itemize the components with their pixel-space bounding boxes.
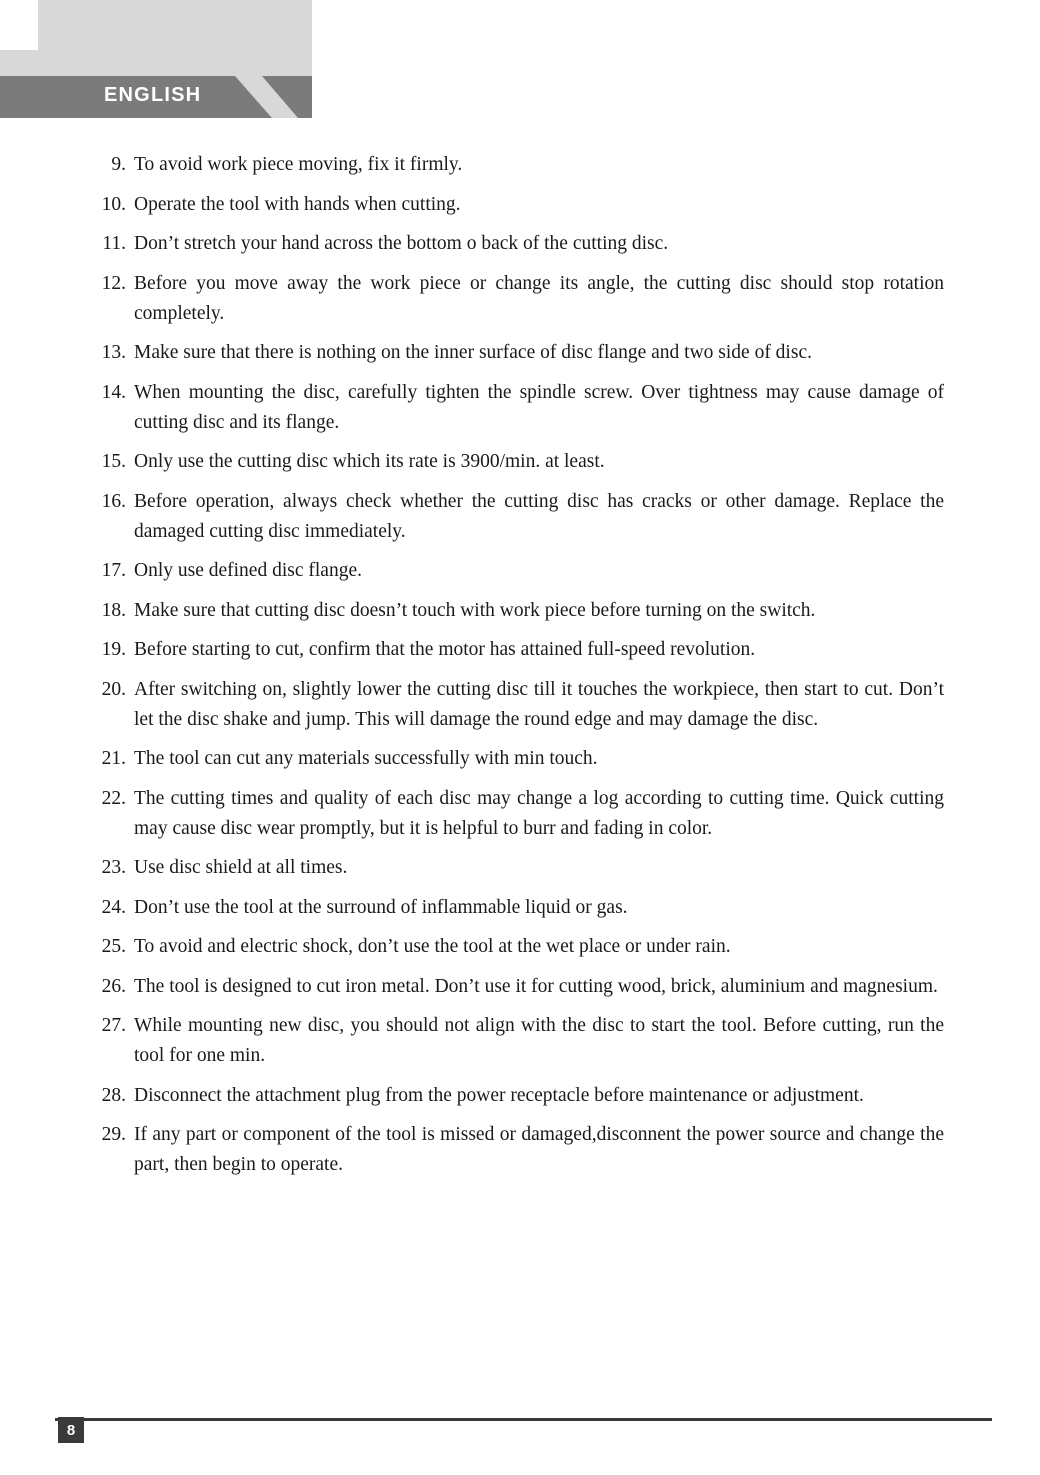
list-item-text: Don’t stretch your hand across the bottom o back of the cutting disc.: [134, 233, 669, 254]
header-corner-notch: [0, 0, 38, 50]
list-item: [92, 190, 944, 220]
list-item-number: 26.: [101, 975, 126, 997]
page-number: 8: [58, 1417, 84, 1443]
list-item: [92, 1081, 944, 1111]
list-item: [92, 1011, 944, 1071]
list-item: [92, 229, 944, 259]
list-item: [92, 893, 944, 923]
list-item-text: Before you move away the work piece or change its angle, the cutting disc should stop rotation completely.: [134, 272, 944, 324]
list-item: [92, 853, 944, 883]
footer-rule: [55, 1418, 992, 1421]
list-item: [92, 150, 944, 180]
language-label: ENGLISH: [104, 84, 202, 106]
list-item-text: Operate the tool with hands when cutting.: [134, 193, 461, 215]
list-item: [92, 784, 944, 844]
list-item-text: The cutting times and quality of each disc may change a log according to cutting time. Quick cutting may cause disc wear promptly, but it is helpful to burr and fading in color.: [134, 787, 944, 839]
list-item-number: 24.: [101, 896, 126, 918]
list-item-text: To avoid work piece moving, fix it firmly.: [134, 154, 463, 175]
list-item-number: 29.: [101, 1124, 126, 1145]
list-item-number: 12.: [101, 272, 126, 294]
list-item-text: Make sure that there is nothing on the inner surface of disc flange and two side of disc.: [134, 342, 812, 363]
list-item: [92, 447, 944, 477]
list-item-text: Before operation, always check whether the cutting disc has cracks or other damage. Replace the damaged cutting disc immediately.: [134, 490, 944, 542]
list-item: [92, 635, 944, 665]
list-item-number: 27.: [101, 1015, 126, 1036]
list-item-text: Only use the cutting disc which its rate is 3900/min. at least.: [134, 451, 605, 472]
list-item-text: Before starting to cut, confirm that the motor has attained full-speed revolution.: [134, 639, 756, 660]
list-item: [92, 378, 944, 438]
list-item-text: Disconnect the attachment plug from the power receptacle before maintenance or adjustment.: [134, 1084, 864, 1106]
list-item: [92, 932, 944, 962]
list-item: [92, 744, 944, 774]
list-item-text: Use disc shield at all times.: [134, 857, 348, 878]
list-item-text: The tool is designed to cut iron metal. Don’t use it for cutting wood, brick, aluminium and magnesium.: [134, 975, 938, 997]
list-item: [92, 972, 944, 1002]
list-item-text: If any part or component of the tool is missed or damaged,disconnent the power source and change the part, then begin to operate.: [134, 1124, 944, 1175]
list-item: [92, 675, 944, 735]
list-item-text: To avoid and electric shock, don’t use the tool at the wet place or under rain.: [134, 936, 731, 957]
list-item: [92, 596, 944, 626]
instructions-list-wrapper: [92, 150, 944, 1180]
list-item-text: When mounting the disc, carefully tighten the spindle screw. Over tightness may cause damage of cutting disc and its flange.: [134, 381, 944, 433]
safety-instructions-section: [0, 150, 1040, 1190]
page-header: [0, 0, 1040, 118]
list-item-text: While mounting new disc, you should not align with the disc to start the tool. Before cutting, run the tool for one min.: [134, 1015, 944, 1066]
list-item-number: 18.: [101, 599, 126, 621]
list-item-text: Only use defined disc flange.: [134, 560, 362, 581]
list-item-number: 13.: [101, 342, 126, 363]
list-item: [92, 269, 944, 329]
list-item-number: 23.: [101, 857, 126, 878]
list-item-number: 19.: [101, 639, 126, 660]
instructions-list: [92, 150, 944, 1180]
list-item-number: 25.: [101, 936, 126, 957]
list-item-number: 9.: [111, 154, 126, 175]
list-item-text: After switching on, slightly lower the cutting disc till it touches the workpiece, then start to cut. Don’t let the disc shake and jump. This will damage the round edge and may damage the disc.: [134, 678, 944, 730]
list-item-number: 11.: [102, 233, 126, 254]
list-item-number: 22.: [101, 787, 126, 809]
list-item-number: 15.: [101, 451, 126, 472]
list-item-number: 14.: [101, 381, 126, 403]
list-item-number: 21.: [101, 748, 126, 769]
list-item: [92, 556, 944, 586]
list-item-number: 20.: [101, 678, 126, 700]
list-item-number: 17.: [101, 560, 126, 581]
list-item: [92, 487, 944, 547]
list-item-number: 16.: [101, 490, 126, 512]
list-item-text: Make sure that cutting disc doesn’t touch with work piece before turning on the switch.: [134, 599, 816, 621]
list-item: [92, 1120, 944, 1180]
list-item-text: The tool can cut any materials successfully with min touch.: [134, 748, 598, 769]
list-item: [92, 338, 944, 368]
list-item-number: 10.: [101, 193, 126, 215]
list-item-text: Don’t use the tool at the surround of inflammable liquid or gas.: [134, 896, 628, 918]
list-item-number: 28.: [101, 1084, 126, 1106]
